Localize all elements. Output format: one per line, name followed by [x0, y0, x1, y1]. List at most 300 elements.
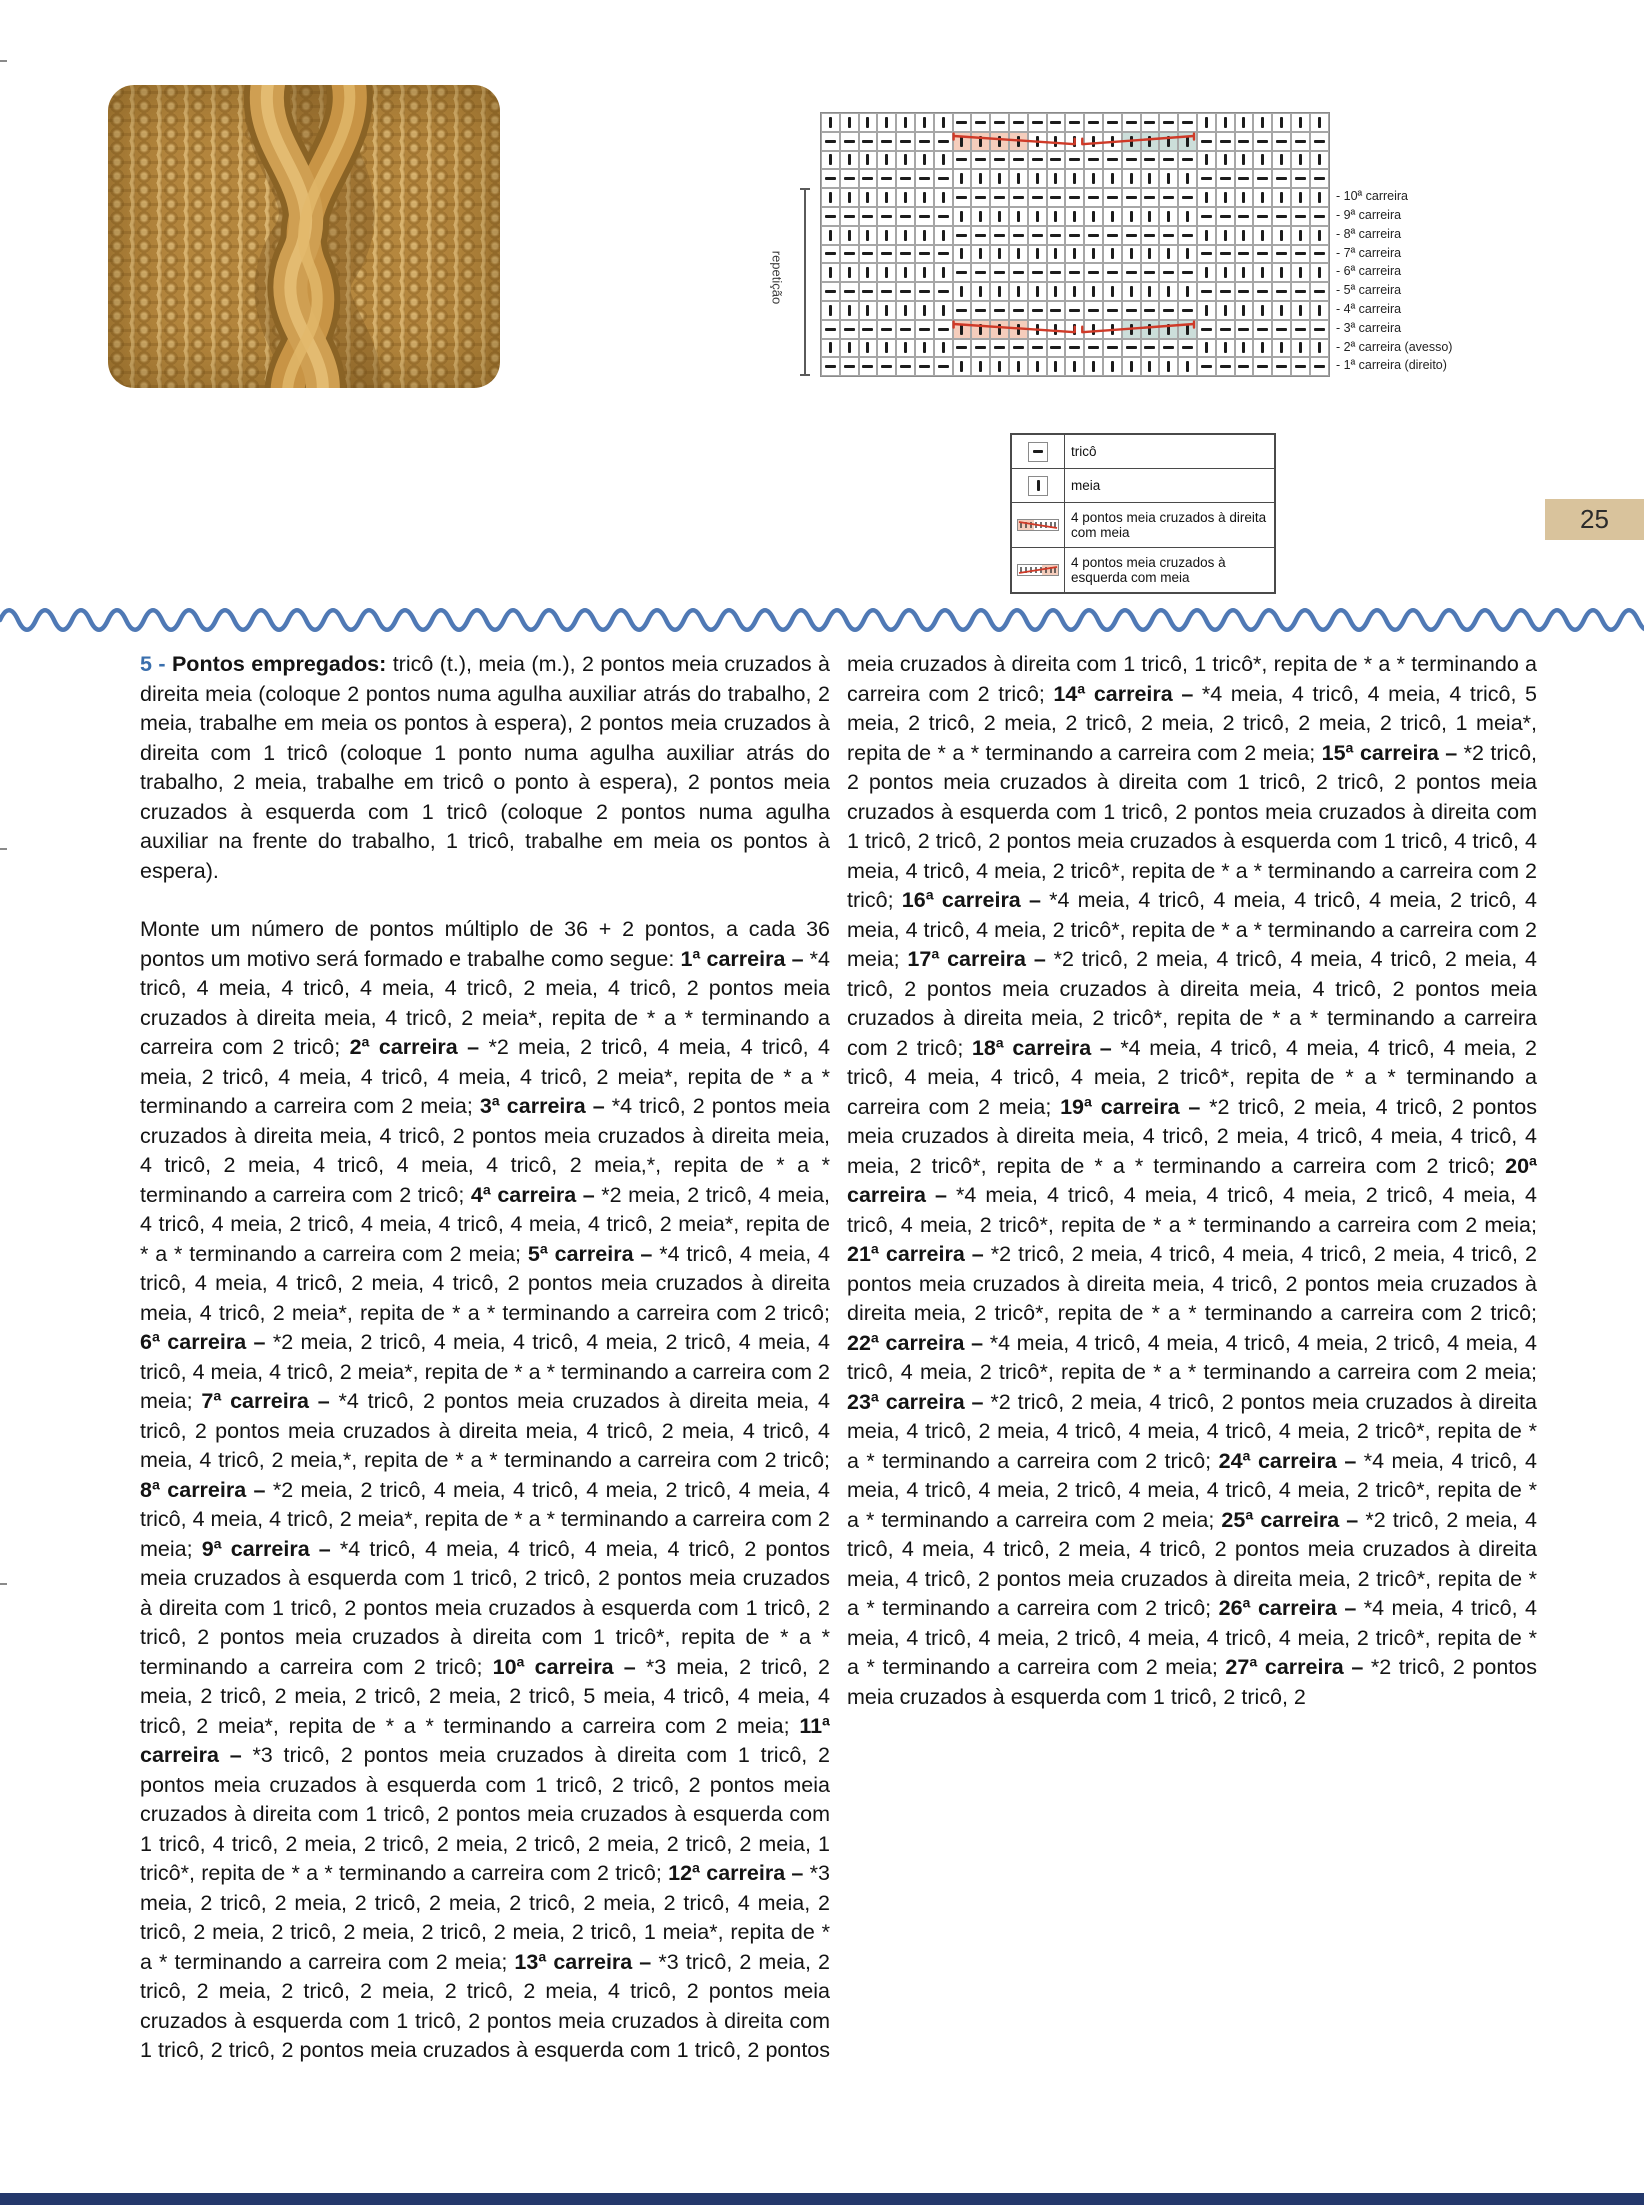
chart-cell — [859, 245, 878, 264]
knitting-chart-grid — [820, 112, 1330, 377]
chart-cell — [1047, 357, 1066, 376]
chart-cell — [1216, 207, 1235, 226]
chart-cell — [1272, 320, 1291, 339]
chart-cell — [1159, 357, 1178, 376]
chart-cell — [934, 207, 953, 226]
chart-cell — [915, 320, 934, 339]
chart-row-label: - 8ª carreira — [1336, 226, 1402, 241]
chart-row-label: - 5ª carreira — [1336, 283, 1402, 298]
chart-cell — [934, 226, 953, 245]
chart-cell — [1141, 226, 1160, 245]
chart-cell — [859, 207, 878, 226]
chart-cell — [953, 207, 972, 226]
chart-cell — [896, 339, 915, 358]
chart-cell — [859, 357, 878, 376]
chart-cell — [1065, 151, 1084, 170]
chart-cell — [1253, 282, 1272, 301]
chart-cell — [990, 245, 1009, 264]
chart-cell — [1216, 357, 1235, 376]
chart-cell — [859, 301, 878, 320]
chart-cell — [953, 151, 972, 170]
chart-cell — [1272, 207, 1291, 226]
chart-cell — [1028, 132, 1047, 151]
article-columns — [140, 650, 1537, 2090]
chart-cell — [1103, 320, 1122, 339]
chart-cell — [1159, 282, 1178, 301]
chart-cell — [990, 207, 1009, 226]
chart-cell — [915, 339, 934, 358]
chart-cell — [877, 151, 896, 170]
chart-cell — [1047, 169, 1066, 188]
chart-cell — [821, 357, 840, 376]
chart-cell — [915, 188, 934, 207]
chart-cell — [990, 113, 1009, 132]
chart-cell — [1310, 320, 1329, 339]
chart-cell — [1235, 263, 1254, 282]
chart-cell — [1009, 132, 1028, 151]
chart-cell — [1235, 169, 1254, 188]
chart-cell — [877, 245, 896, 264]
chart-cell — [934, 151, 953, 170]
chart-cell — [1122, 151, 1141, 170]
chart-cell — [990, 169, 1009, 188]
chart-cell — [859, 263, 878, 282]
chart-cell — [1310, 169, 1329, 188]
chart-cell — [840, 245, 859, 264]
chart-cell — [1009, 263, 1028, 282]
chart-cell — [1141, 188, 1160, 207]
chart-cell — [859, 169, 878, 188]
chart-cell — [896, 113, 915, 132]
chart-cell — [1272, 169, 1291, 188]
chart-cell — [1028, 226, 1047, 245]
paragraph-row-instructions: Monte um número de pontos múltiplo de 36 + 2 pontos, a cada 36 pontos um motivo será formado e trabalhe como segue: 1ª carreira – *4 tricô, 4 meia, 4 tricô, 4 meia, 4 tricô, 2 meia, 4 tricô, 2 pontos meia cruzados à direita meia, 4 tricô, 2 meia*, repita de * a * terminando a carreira com 2 tricô; 2ª carreira – *2 meia, 2 tricô, 4 meia, 4 tricô, 4 meia, 2 tricô, 4 meia, 4 tricô, 4 meia, 4 tricô, 2 meia*, repita de * a * terminando a carreira com 2 meia; 3ª carreira – *4 tricô, 2 pontos meia cruzados à direita meia, 4 tricô, 2 pontos meia cruzados à direita meia, 4 tricô, 2 meia, 4 tricô, 4 meia, 4 tricô, 2 meia,*, repita de * a * terminando a carreira com 2 tricô; 4ª carreira – *2 meia, 2 tricô, 4 meia, 4 tricô, 4 meia, 2 tricô, 4 meia, 4 tricô, 4 meia, 4 tricô, 2 meia*, repita de * a * terminando a carreira com 2 meia; 5ª carreira – *4 tricô, 4 meia, 4 tricô, 4 meia, 4 tricô, 2 meia, 4 tricô, 2 pontos meia cruzados à direita meia, 4 tricô, 2 meia*, repita de * a * terminando a carreira com 2 tricô; 6ª carreira – *2 meia, 2 tricô, 4 meia, 4 tricô, 4 meia, 2 tricô, 4 meia, 4 tricô, 4 meia, 4 tricô, 2 meia*, repita de * a * terminando a carreira com 2 meia; 7ª carreira – *4 tricô, 2 pontos meia cruzados à direita meia, 4 tricô, 2 pontos meia cruzados à direita meia, 4 tricô, 2 meia, 4 tricô, 4 meia, 4 tricô, 2 meia,*, repita de * a * terminando a carreira com 2 tricô; 8ª carreira – *2 meia, 2 tricô, 4 meia, 4 tricô, 4 meia, 2 tricô, 4 meia, 4 tricô, 4 meia, 4 tricô, 2 meia*, repita de * a * terminando a carreira com 2 meia; 9ª carreira – *4 tricô, 4 meia, 4 tricô, 4 meia, 4 tricô, 2 pontos meia cruzados à esquerda com 1 tricô, 2 tricô, 2 pontos meia cruzados à direita com 1 tricô, 2 pontos meia cruzados à esquerda com 1 tricô, 2 tricô, 2 pontos meia cruzados à direita com 1 tricô*, repita de * a * terminando a carreira com 2 tricô; 10ª carreira – *3 meia, 2 tricô, 2 meia, 2 tricô, 2 meia, 2 tricô, 2 meia, 2 tricô, 5 meia, 4 tricô, 4 meia, 4 tricô, 2 meia*, repita de * a * terminando a carreira com 2 meia; 11ª carreira – *3 tricô, 2 pontos meia cruzados à direita com 1 tricô, 2 pontos meia cruzados à esquerda com 1 tricô, 2 tricô, 2 pontos meia cruzados à direita com 1 tricô, 2 pontos meia cruzados à esquerda com 1 tricô, 4 tricô, 2 meia, 2 tricô, 2 meia, 2 tricô, 2 meia, 2 tricô, 2 meia, 1 tricô*, repita de * a * terminando a carreira com 2 tricô; 12ª carreira – *3 meia, 2 tricô, 2 meia, 2 tricô, 2 meia, 2 tricô, 2 meia, 2 tricô, 4 meia, 2 tricô, 2 meia, 2 tricô, 2 meia, 2 tricô, 2 meia, 2 tricô, 1 meia*, repita de * a * terminando a carreira com 2 meia; 13ª carreira – *3 tricô, 2 meia, 2 tricô, 2 meia, 2 tricô, 2 meia, 2 tricô, 2 meia, 4 tricô, 2 pontos meia cruzados à esquerda com 1 tricô, 2 pontos meia cruzados à direita com 1 tricô, 2 tricô, 2 pontos meia cruzados à esquerda com 1 tricô, 2 pontos meia cruzados à direita com 1 tricô, 1 tricô*, repita de * a * terminando a carreira com 2 tricô; 14ª carreira – *4 meia, 4 tricô, 4 meia, 4 tricô, 5 meia, 2 tricô, 2 meia, 2 tricô, 2 meia, 2 tricô, 2 meia, 2 tricô, 1 meia*, repita de * a * terminando a carreira com 2 meia; 15ª carreira – *2 tricô, 2 pontos meia cruzados à direita com 1 tricô, 2 tricô, 2 pontos meia cruzados à esquerda com 1 tricô, 2 pontos meia cruzados à direita com 1 tricô, 2 tricô, 2 pontos meia cruzados à esquerda com 1 tricô, 4 tricô, 4 meia, 4 tricô, 4 meia, 2 tricô*, repita de * a * terminando a carreira com 2 tricô; 16ª carreira – *4 meia, 4 tricô, 4 meia, 4 tricô, 4 meia, 2 tricô, 4 meia, 4 tricô, 4 meia, 2 tricô*, repita de * a * terminando a carreira com 2 meia; 17ª carreira – *2 tricô, 2 meia, 4 tricô, 4 meia, 4 tricô, 2 meia, 4 tricô, 2 pontos meia cruzados à direita meia, 4 tricô, 2 pontos meia cruzados à direita meia, 2 tricô*, repita de * a * terminando a carreira com 2 tricô; 18ª carreira – *4 meia, 4 tricô, 4 meia, 4 tricô, 4 meia, 2 tricô, 4 meia, 4 tricô, 4 meia, 2 tricô*, repita de * a * terminando a carreira com 2 meia; 19ª carreira – *2 tricô, 2 meia, 4 tricô, 2 pontos meia cruzados à direita meia, 4 tricô, 2 meia, 4 tricô, 4 meia, 4 tricô, 4 meia, 2 tricô*, repita de * a * terminando a carreira com 2 tricô; 20ª carreira – *4 meia, 4 tricô, 4 meia, 4 tricô, 4 meia, 2 tricô, 4 meia, 4 tricô, 4 meia, 2 tricô*, repita de * a * terminando a carreira com 2 meia; 21ª carreira – *2 tricô, 2 meia, 4 tricô, 4 meia, 4 tricô, 2 meia, 4 tricô, 2 pontos meia cruzados à direita meia, 4 tricô, 2 pontos meia cruzados à direita meia, 2 tricô*, repita de * a * terminando a carreira com 2 tricô; 22ª carreira – *4 meia, 4 tricô, 4 meia, 4 tricô, 4 meia, 2 tricô, 4 meia, 4 tricô, 4 meia, 2 tricô*, repita de * a * terminando a carreira com 2 meia; 23ª carreira – *2 tricô, 2 meia, 4 tricô, 2 pontos meia cruzados à direita meia, 4 tricô, 2 meia, 4 tricô, 4 meia, 4 tricô, 4 meia, 2 tricô*, repita de * a * terminando a carreira com 2 tricô; 24ª carreira – *4 meia, 4 tricô, 4 meia, 4 tricô, 4 meia, 2 tricô, 4 meia, 4 tricô, 4 meia, 2 tricô*, repita de * a * terminando a carreira com 2 meia; 25ª carreira – *2 tricô, 2 meia, 4 tricô, 4 meia, 4 tricô, 2 meia, 4 tricô, 2 pontos meia cruzados à direita meia, 4 tricô, 2 pontos meia cruzados à direita meia, 2 tricô*, repita de * a * terminando a carreira com 2 tricô; 26ª carreira – *4 meia, 4 tricô, 4 meia, 4 tricô, 4 meia, 2 tricô, 4 meia, 4 tricô, 4 meia, 2 tricô*, repita de * a * terminando a carreira com 2 meia; 27ª carreira – *2 tricô, 2 pontos meia cruzados à esquerda com 1 tricô, 2 tricô, 2 — [140, 652, 1537, 2062]
chart-cell — [1028, 339, 1047, 358]
chart-cell — [1216, 245, 1235, 264]
chart-cell — [1197, 207, 1216, 226]
chart-cell — [1310, 301, 1329, 320]
chart-cell — [1216, 151, 1235, 170]
chart-cell — [1009, 245, 1028, 264]
chart-cell — [1235, 226, 1254, 245]
chart-cell — [1216, 339, 1235, 358]
chart-cell — [1141, 320, 1160, 339]
chart-cell — [1178, 113, 1197, 132]
chart-cell — [1141, 113, 1160, 132]
chart-cell — [1103, 226, 1122, 245]
chart-cell — [821, 245, 840, 264]
chart-cell — [1065, 207, 1084, 226]
chart-cell — [1159, 151, 1178, 170]
chart-cell — [990, 263, 1009, 282]
chart-cell — [840, 357, 859, 376]
chart-cell — [934, 132, 953, 151]
chart-cell — [1122, 226, 1141, 245]
chart-cell — [1084, 357, 1103, 376]
chart-cell — [1103, 301, 1122, 320]
chart-cell — [990, 339, 1009, 358]
chart-cell — [1197, 245, 1216, 264]
chart-cell — [990, 301, 1009, 320]
chart-cell — [840, 301, 859, 320]
chart-cell — [1047, 339, 1066, 358]
chart-cell — [896, 301, 915, 320]
chart-cell — [877, 282, 896, 301]
chart-cell — [1253, 113, 1272, 132]
chart-cell — [840, 282, 859, 301]
chart-cell — [821, 207, 840, 226]
chart-row-label: - 6ª carreira — [1336, 264, 1402, 279]
chart-cell — [877, 132, 896, 151]
chart-cell — [1197, 263, 1216, 282]
chart-cell — [1065, 320, 1084, 339]
chart-cell — [1310, 226, 1329, 245]
chart-cell — [1103, 282, 1122, 301]
chart-cell — [1141, 282, 1160, 301]
chart-cell — [1122, 207, 1141, 226]
chart-cell — [971, 357, 990, 376]
chart-cell — [1009, 226, 1028, 245]
chart-cell — [1178, 282, 1197, 301]
chart-cell — [1197, 169, 1216, 188]
chart-cell — [1103, 263, 1122, 282]
chart-cell — [1065, 113, 1084, 132]
chart-cell — [1291, 226, 1310, 245]
chart-cell — [1159, 320, 1178, 339]
chart-cell — [1028, 207, 1047, 226]
chart-cell — [1197, 132, 1216, 151]
chart-cell — [1084, 339, 1103, 358]
chart-cell — [953, 263, 972, 282]
chart-cell — [1235, 207, 1254, 226]
chart-cell — [1084, 207, 1103, 226]
chart-cell — [1159, 301, 1178, 320]
chart-cell — [1253, 169, 1272, 188]
chart-cell — [1310, 188, 1329, 207]
chart-cell — [1159, 226, 1178, 245]
chart-cell — [1141, 301, 1160, 320]
chart-cell — [1253, 151, 1272, 170]
chart-cell — [1253, 245, 1272, 264]
chart-cell — [1065, 188, 1084, 207]
chart-cell — [990, 132, 1009, 151]
chart-cell — [1272, 113, 1291, 132]
chart-cell — [896, 263, 915, 282]
chart-cell — [1291, 132, 1310, 151]
chart-cell — [1009, 207, 1028, 226]
chart-cell — [1084, 188, 1103, 207]
chart-cell — [1047, 263, 1066, 282]
chart-cell — [971, 339, 990, 358]
chart-cell — [1178, 357, 1197, 376]
chart-cell — [1178, 320, 1197, 339]
chart-cell — [1197, 301, 1216, 320]
chart-cell — [896, 320, 915, 339]
chart-cell — [1216, 263, 1235, 282]
chart-cell — [1065, 357, 1084, 376]
chart-cell — [1291, 113, 1310, 132]
chart-cell — [1272, 245, 1291, 264]
chart-cell — [1216, 301, 1235, 320]
chart-cell — [821, 169, 840, 188]
chart-cell — [915, 245, 934, 264]
chart-cell — [896, 357, 915, 376]
chart-cell — [1310, 245, 1329, 264]
chart-cell — [840, 263, 859, 282]
chart-cell — [821, 263, 840, 282]
chart-cell — [990, 320, 1009, 339]
chart-cell — [1047, 320, 1066, 339]
chart-cell — [1084, 169, 1103, 188]
chart-cell — [1178, 151, 1197, 170]
chart-cell — [1103, 169, 1122, 188]
chart-cell — [1272, 263, 1291, 282]
chart-cell — [1122, 263, 1141, 282]
chart-cell — [1103, 339, 1122, 358]
crop-mark — [0, 60, 7, 62]
chart-cell — [1122, 245, 1141, 264]
bottom-edge-bar — [0, 2193, 1644, 2205]
chart-cell — [877, 339, 896, 358]
chart-cell — [859, 320, 878, 339]
chart-cell — [990, 151, 1009, 170]
chart-cell — [971, 301, 990, 320]
chart-cell — [877, 113, 896, 132]
chart-cell — [1122, 132, 1141, 151]
chart-cell — [1065, 132, 1084, 151]
chart-cell — [1141, 207, 1160, 226]
chart-cell — [1197, 151, 1216, 170]
repeat-label: repetição — [769, 250, 785, 305]
crop-mark — [0, 1583, 7, 1585]
chart-cell — [1310, 151, 1329, 170]
chart-cell — [1122, 282, 1141, 301]
chart-cell — [1065, 226, 1084, 245]
chart-cell — [953, 301, 972, 320]
chart-row-label: - 10ª carreira — [1336, 189, 1409, 204]
chart-cell — [1291, 320, 1310, 339]
chart-cell — [1159, 245, 1178, 264]
chart-cell — [840, 151, 859, 170]
chart-cell — [1197, 226, 1216, 245]
chart-cell — [896, 188, 915, 207]
chart-cell — [859, 151, 878, 170]
chart-cell — [1178, 301, 1197, 320]
chart-cell — [1216, 320, 1235, 339]
chart-cell — [1235, 320, 1254, 339]
chart-cell — [859, 339, 878, 358]
chart-cell — [1197, 320, 1216, 339]
chart-cell — [1216, 188, 1235, 207]
legend-row-cable-left — [1012, 547, 1274, 592]
cable-left-symbol — [1012, 548, 1065, 592]
chart-cell — [1216, 226, 1235, 245]
chart-row-label: - 7ª carreira — [1336, 245, 1402, 260]
chart-cell — [1253, 207, 1272, 226]
chart-cell — [1178, 188, 1197, 207]
chart-cell — [971, 132, 990, 151]
chart-cell — [1235, 188, 1254, 207]
legend-row-trico — [1012, 435, 1274, 468]
chart-cell — [1253, 339, 1272, 358]
chart-cell — [1047, 226, 1066, 245]
chart-cell — [840, 169, 859, 188]
chart-cell — [896, 169, 915, 188]
chart-cell — [971, 226, 990, 245]
chart-cell — [1028, 169, 1047, 188]
cable-right-symbol — [1012, 503, 1065, 547]
chart-cell — [859, 188, 878, 207]
chart-cell — [1178, 263, 1197, 282]
chart-cell — [1178, 339, 1197, 358]
chart-cell — [1272, 357, 1291, 376]
chart-cell — [1028, 245, 1047, 264]
chart-cell — [934, 282, 953, 301]
chart-cell — [915, 169, 934, 188]
chart-cell — [1009, 357, 1028, 376]
chart-cell — [1178, 245, 1197, 264]
chart-cell — [1122, 113, 1141, 132]
chart-cell — [934, 357, 953, 376]
chart-cell — [1103, 357, 1122, 376]
chart-cell — [877, 301, 896, 320]
chart-cell — [821, 151, 840, 170]
chart-cell — [1028, 282, 1047, 301]
chart-cell — [1065, 282, 1084, 301]
chart-cell — [1065, 339, 1084, 358]
chart-cell — [1216, 113, 1235, 132]
chart-cell — [1291, 339, 1310, 358]
legend-label: 4 pontos meia cruzados à direita com meia — [1071, 509, 1267, 540]
chart-cell — [1310, 263, 1329, 282]
chart-cell — [1047, 188, 1066, 207]
paragraph-stitches-used: 5 - Pontos empregados: tricô (t.), meia (m.), 2 pontos meia cruzados à direita meia (coloque 2 pontos numa agulha auxiliar atrás do trabalho, 2 meia, trabalhe em meia os pontos à espera), 2 pontos meia cruzados à direita com 1 tricô (coloque 1 ponto numa agulha auxiliar atrás do trabalho, 2 meia, trabalhe em tricô o ponto à espera), 2 pontos meia cruzados à esquerda com 1 tricô (coloque 2 pontos numa agulha auxiliar na frente do trabalho, 1 tricô, trabalhe em meia os pontos à espera). — [140, 652, 830, 883]
chart-cell — [1159, 188, 1178, 207]
chart-cell — [877, 357, 896, 376]
chart-cell — [1253, 226, 1272, 245]
chart-cell — [934, 263, 953, 282]
chart-cell — [1178, 132, 1197, 151]
chart-cell — [1178, 207, 1197, 226]
chart-cell — [840, 132, 859, 151]
chart-cell — [990, 226, 1009, 245]
chart-cell — [1216, 282, 1235, 301]
chart-cell — [990, 188, 1009, 207]
chart-cell — [821, 282, 840, 301]
chart-cell — [1065, 263, 1084, 282]
chart-cell — [1084, 151, 1103, 170]
chart-cell — [1235, 339, 1254, 358]
cable-knit-photo-illustration — [108, 85, 500, 388]
chart-cell — [896, 282, 915, 301]
chart-cell — [1141, 339, 1160, 358]
crop-mark — [0, 848, 7, 850]
chart-cell — [1047, 151, 1066, 170]
chart-cell — [1028, 113, 1047, 132]
chart-cell — [1235, 151, 1254, 170]
chart-cell — [1197, 113, 1216, 132]
chart-cell — [953, 188, 972, 207]
chart-cell — [953, 113, 972, 132]
chart-cell — [877, 226, 896, 245]
chart-cell — [1047, 245, 1066, 264]
chart-cell — [934, 245, 953, 264]
chart-cell — [915, 282, 934, 301]
chart-cell — [1253, 301, 1272, 320]
chart-cell — [859, 226, 878, 245]
chart-cell — [1028, 357, 1047, 376]
chart-cell — [821, 188, 840, 207]
chart-cell — [1084, 263, 1103, 282]
chart-cell — [953, 282, 972, 301]
chart-legend — [1010, 433, 1276, 594]
chart-cell — [877, 263, 896, 282]
chart-cell — [1103, 207, 1122, 226]
chart-cell — [1028, 151, 1047, 170]
chart-cell — [1084, 245, 1103, 264]
chart-cell — [971, 188, 990, 207]
chart-cell — [1047, 282, 1066, 301]
chart-cell — [1084, 132, 1103, 151]
chart-cell — [877, 320, 896, 339]
chart-cell — [934, 113, 953, 132]
chart-cell — [971, 151, 990, 170]
chart-cell — [896, 132, 915, 151]
chart-cell — [1291, 263, 1310, 282]
chart-cell — [1253, 357, 1272, 376]
chart-cell — [1310, 132, 1329, 151]
knitted-cable-swatch-photo — [108, 85, 500, 388]
chart-cell — [1272, 282, 1291, 301]
chart-cell — [1310, 357, 1329, 376]
chart-cell — [1272, 301, 1291, 320]
chart-cell — [1272, 188, 1291, 207]
chart-cell — [1197, 188, 1216, 207]
chart-cell — [840, 339, 859, 358]
chart-cell — [1272, 226, 1291, 245]
chart-cell — [1235, 357, 1254, 376]
chart-cell — [915, 113, 934, 132]
chart-cell — [1197, 339, 1216, 358]
chart-row-label: - 2ª carreira (avesso) — [1336, 339, 1453, 354]
chart-cell — [1272, 151, 1291, 170]
chart-cell — [1084, 282, 1103, 301]
chart-cell — [915, 357, 934, 376]
chart-cell — [934, 320, 953, 339]
chart-cell — [1253, 188, 1272, 207]
chart-cell — [953, 357, 972, 376]
chart-cell — [1009, 301, 1028, 320]
chart-cell — [1047, 113, 1066, 132]
chart-cell — [877, 207, 896, 226]
chart-cell — [1291, 188, 1310, 207]
chart-row-label: - 3ª carreira — [1336, 320, 1402, 335]
chart-cell — [1141, 169, 1160, 188]
chart-cell — [1009, 188, 1028, 207]
chart-cell — [1291, 245, 1310, 264]
chart-cell — [1141, 357, 1160, 376]
chart-cell — [1103, 132, 1122, 151]
chart-cell — [1253, 320, 1272, 339]
legend-row-cable-right — [1012, 502, 1274, 547]
chart-cell — [877, 188, 896, 207]
chart-cell — [953, 320, 972, 339]
chart-cell — [1122, 188, 1141, 207]
repeat-bracket — [804, 188, 806, 376]
chart-cell — [896, 207, 915, 226]
chart-cell — [1047, 301, 1066, 320]
trico-dash-symbol — [1012, 435, 1065, 468]
